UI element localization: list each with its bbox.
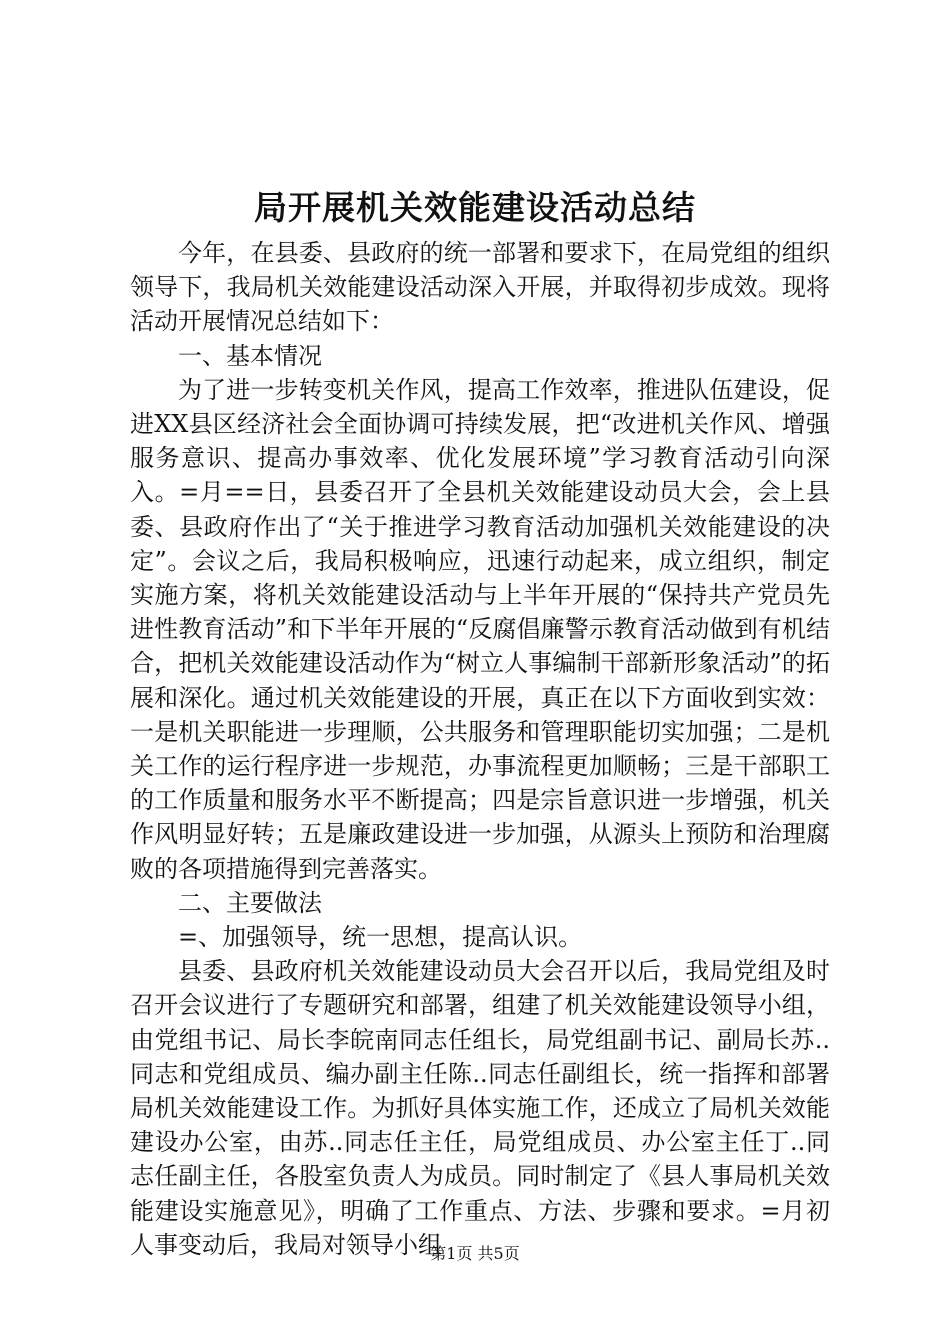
paragraph-basic-situation: 为了进一步转变机关作风，提高工作效率，推进队伍建设，促进XX县区经济社会全面协调可持续发展，把“改进机关作风、增强服务意识、提高办事效率、优化发展环境”学习教育活动引向深入。=月==日，县委召开了全县机关效能建设动员大会，会上县委、县政府作出了“关于推进学习教育活动加强机关效能建设的决定”。会议之后，我局积极响应，迅速行动起来，成立组织，制定实施方案，将机关效能建设活动与上半年开展的“保持共产党员先进性教育活动”和下半年开展的“反腐倡廉警示教育活动做到有机结合，把机关效能建设活动作为“树立人事编制干部新形象活动”的拓展和深化。通过机关效能建设的开展，真正在以下方面收到实效：一是机关职能进一步理顺，公共服务和管理职能切实加强；二是机关工作的运行程序进一步规范，办事流程更加顺畅；三是干部职工的工作质量和服务水平不断提高；四是宗旨意识进一步增强，机关作风明显好转；五是廉政建设进一步加强，从源头上预防和治理腐败的各项措施得到完善落实。 bbox=[130, 375, 830, 883]
page-footer: 第1页 共5页 bbox=[430, 1244, 520, 1263]
subheading-leadership: =、加强领导，统一思想，提高认识。 bbox=[178, 923, 583, 952]
heading-basic-situation: 一、基本情况 bbox=[178, 341, 322, 370]
paragraph-leadership: 县委、县政府机关效能建设动员大会召开以后，我局党组及时召开会议进行了专题研究和部署，组建了机关效能建设领导小组，由党组书记、局长李皖南同志任组长，局党组副书记、副局长苏..同志和党组成员、编办副主任陈..同志任副组长，统一指挥和部署局机关效能建设工作。为抓好具体实施工作，还成立了局机关效能建设办公室，由苏..同志任主任，局党组成员、办公室主任丁..同志任副主任，各股室负责人为成员。同时制定了《县人事局机关效能建设实施意见》，明确了工作重点、方法、步骤和要求。=月初人事变动后，我局对领导小组 bbox=[130, 957, 830, 1259]
heading-main-practices: 二、主要做法 bbox=[178, 888, 322, 917]
document-title: 局开展机关效能建设活动总结 bbox=[254, 188, 696, 227]
document-body bbox=[130, 236, 830, 1262]
paragraph-intro: 今年，在县委、县政府的统一部署和要求下，在局党组的组织领导下，我局机关效能建设活动深入开展，并取得初步成效。现将活动开展情况总结如下： bbox=[130, 239, 830, 336]
